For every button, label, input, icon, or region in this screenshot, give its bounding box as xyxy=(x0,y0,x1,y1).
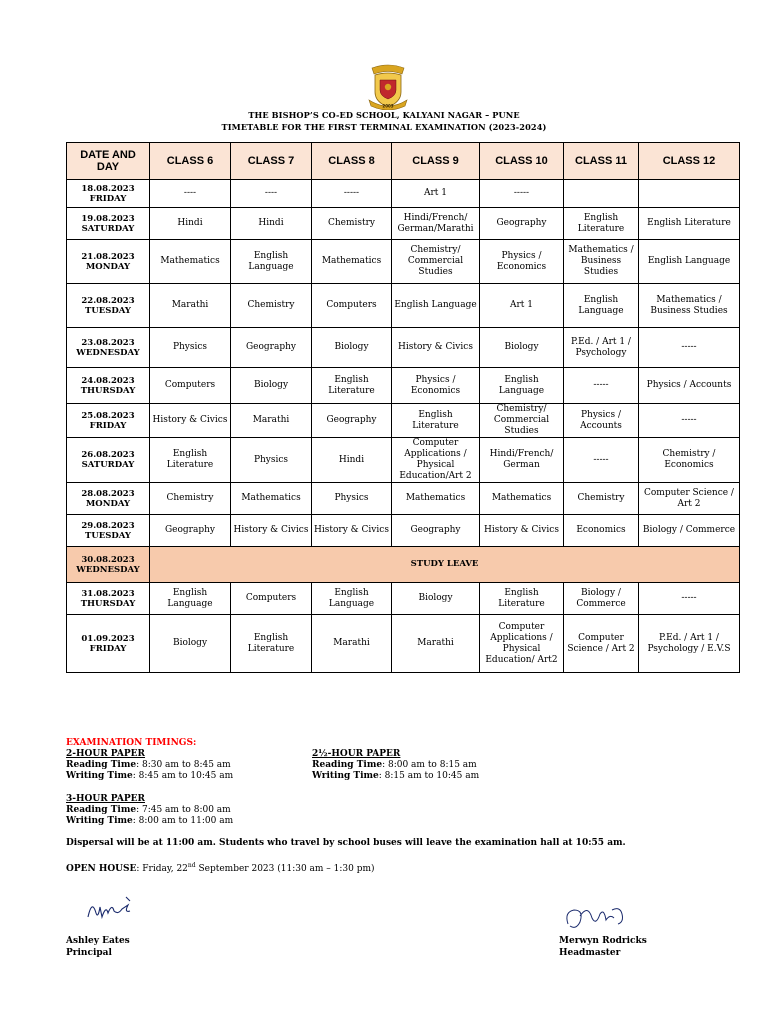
subject-cell: Hindi xyxy=(231,208,312,240)
subject-cell: English Language xyxy=(392,284,480,328)
exam-date: 01.09.2023 xyxy=(81,633,135,644)
subject-cell: Hindi/French/ German xyxy=(480,438,564,483)
principal-name: Ashley Eates xyxy=(66,936,130,946)
date-cell xyxy=(67,515,150,547)
column-header-class: CLASS 6 xyxy=(150,143,231,180)
column-header-class: CLASS 7 xyxy=(231,143,312,180)
timings-heading: EXAMINATION TIMINGS: xyxy=(66,738,197,748)
subject-cell: Mathematics / Business Studies xyxy=(639,284,740,328)
subject-cell: Hindi xyxy=(150,208,231,240)
subject-cell: Chemistry xyxy=(231,284,312,328)
date-cell xyxy=(67,404,150,438)
subject-cell: Mathematics xyxy=(392,483,480,515)
exam-day: THURSDAY xyxy=(80,385,136,396)
subject-cell: Geography xyxy=(312,404,392,438)
exam-date: 29.08.2023 xyxy=(81,520,135,531)
subject-cell: Art 1 xyxy=(392,180,480,208)
exam-day: FRIDAY xyxy=(89,643,127,654)
principal-role: Principal xyxy=(66,948,112,958)
subject-cell: Computers xyxy=(231,583,312,615)
exam-date: 24.08.2023 xyxy=(81,375,135,386)
subject-cell: Marathi xyxy=(392,615,480,673)
exam-day: MONDAY xyxy=(85,261,131,272)
subject-cell: ----- xyxy=(564,368,639,404)
subject-cell: Physics / Accounts xyxy=(564,404,639,438)
subject-cell: English Literature xyxy=(231,615,312,673)
logo-year: 2003 xyxy=(382,103,394,109)
header-row xyxy=(67,143,740,180)
table-row xyxy=(67,208,740,240)
school-crest-logo xyxy=(366,62,410,110)
exam-date: 21.08.2023 xyxy=(81,251,135,262)
exam-day: SATURDAY xyxy=(81,223,135,234)
subject-cell: History & Civics xyxy=(231,515,312,547)
table-row xyxy=(67,180,740,208)
two-half-hour-title: 2½-HOUR PAPER xyxy=(312,749,401,759)
date-cell xyxy=(67,583,150,615)
subject-cell: Chemistry/ Commercial Studies xyxy=(480,404,564,438)
table-row xyxy=(67,483,740,515)
subject-cell: Mathematics xyxy=(480,483,564,515)
subject-cell: English Literature xyxy=(639,208,740,240)
subject-cell: ----- xyxy=(480,180,564,208)
subject-cell: Chemistry xyxy=(150,483,231,515)
date-cell xyxy=(67,483,150,515)
subject-cell xyxy=(564,180,639,208)
exam-day: MONDAY xyxy=(85,498,131,509)
subject-cell: English Literature xyxy=(392,404,480,438)
subject-cell: Geography xyxy=(392,515,480,547)
table-row xyxy=(67,515,740,547)
subject-cell: History & Civics xyxy=(392,328,480,368)
subject-cell: English Language xyxy=(564,284,639,328)
subject-cell: Hindi xyxy=(312,438,392,483)
exam-day: TUESDAY xyxy=(85,530,131,541)
subject-cell: Biology / Commerce xyxy=(564,583,639,615)
date-cell xyxy=(67,284,150,328)
subject-cell: Computer Applications / Physical Education/Art 2 xyxy=(392,438,480,483)
subject-cell: History & Civics xyxy=(480,515,564,547)
column-header-class: CLASS 9 xyxy=(392,143,480,180)
subject-cell: Computers xyxy=(312,284,392,328)
column-header-class: CLASS 12 xyxy=(639,143,740,180)
subject-cell: Biology xyxy=(150,615,231,673)
two-half-hour-reading: Reading Time: 8:00 am to 8:15 am xyxy=(312,760,477,770)
column-header-class: CLASS 8 xyxy=(312,143,392,180)
subject-cell: Physics xyxy=(231,438,312,483)
date-cell xyxy=(67,615,150,673)
exam-date: 19.08.2023 xyxy=(81,213,135,224)
principal-signature xyxy=(84,893,144,923)
column-header-date: DATE AND DAY xyxy=(67,143,150,180)
subject-cell: Computer Applications / Physical Education/ Art2 xyxy=(480,615,564,673)
date-cell xyxy=(67,240,150,284)
subject-cell: ---- xyxy=(150,180,231,208)
table-row xyxy=(67,615,740,673)
table-row xyxy=(67,547,740,583)
subject-cell: English Literature xyxy=(564,208,639,240)
subject-cell: English Language xyxy=(150,583,231,615)
subject-cell: Computer Science / Art 2 xyxy=(564,615,639,673)
subject-cell: Geography xyxy=(150,515,231,547)
headmaster-signature xyxy=(562,900,632,934)
column-header-class: CLASS 11 xyxy=(564,143,639,180)
exam-date: 23.08.2023 xyxy=(81,337,135,348)
exam-day: THURSDAY xyxy=(80,598,136,609)
two-hour-writing: Writing Time: 8:45 am to 10:45 am xyxy=(66,771,234,781)
two-hour-title: 2-HOUR PAPER xyxy=(66,749,146,759)
subject-cell: Chemistry/ Commercial Studies xyxy=(392,240,480,284)
table-row xyxy=(67,368,740,404)
subject-cell: English Literature xyxy=(150,438,231,483)
subject-cell: ----- xyxy=(639,404,740,438)
table-row xyxy=(67,284,740,328)
subject-cell: Biology xyxy=(392,583,480,615)
subject-cell: Art 1 xyxy=(480,284,564,328)
table-row xyxy=(67,438,740,483)
school-name: THE BISHOP’S CO-ED SCHOOL, KALYANI NAGAR – PUNE xyxy=(248,110,520,120)
three-hour-title: 3-HOUR PAPER xyxy=(66,794,146,804)
subject-cell: Biology / Commerce xyxy=(639,515,740,547)
subject-cell: English Literature xyxy=(480,583,564,615)
date-cell xyxy=(67,547,150,583)
subject-cell: P.Ed. / Art 1 / Psychology xyxy=(564,328,639,368)
dispersal-note: Dispersal will be at 11:00 am. Students who travel by school buses will leave the examination hall at 10:55 am. xyxy=(66,838,626,848)
subject-cell: Economics xyxy=(564,515,639,547)
exam-date: 31.08.2023 xyxy=(81,588,135,599)
subject-cell: Chemistry xyxy=(564,483,639,515)
exam-date: 30.08.2023 xyxy=(81,554,135,565)
exam-day: FRIDAY xyxy=(89,193,127,204)
exam-day: SATURDAY xyxy=(81,460,135,470)
exam-day: WEDNESDAY xyxy=(76,564,140,575)
exam-day: TUESDAY xyxy=(85,305,131,316)
subject-cell: English Literature xyxy=(312,368,392,404)
subject-cell: ----- xyxy=(639,328,740,368)
subject-cell: Chemistry / Economics xyxy=(639,438,740,483)
subject-cell: Marathi xyxy=(231,404,312,438)
exam-date: 22.08.2023 xyxy=(81,295,135,306)
subject-cell: History & Civics xyxy=(312,515,392,547)
subject-cell: Geography xyxy=(231,328,312,368)
exam-day: FRIDAY xyxy=(89,420,127,431)
subject-cell: ----- xyxy=(312,180,392,208)
subject-cell: Mathematics xyxy=(312,240,392,284)
subject-cell: Marathi xyxy=(150,284,231,328)
date-cell xyxy=(67,180,150,208)
subject-cell: Marathi xyxy=(312,615,392,673)
subject-cell xyxy=(639,180,740,208)
subject-cell: Physics / Economics xyxy=(480,240,564,284)
subject-cell: Computer Science / Art 2 xyxy=(639,483,740,515)
subject-cell: Physics / Economics xyxy=(392,368,480,404)
subject-cell: Biology xyxy=(312,328,392,368)
table-row xyxy=(67,404,740,438)
subject-cell: Mathematics / Business Studies xyxy=(564,240,639,284)
two-half-hour-writing: Writing Time: 8:15 am to 10:45 am xyxy=(312,771,480,781)
subject-cell: Mathematics xyxy=(231,483,312,515)
table-row xyxy=(67,328,740,368)
timetable-title: TIMETABLE FOR THE FIRST TERMINAL EXAMINATION (2023-2024) xyxy=(221,122,547,132)
three-hour-reading: Reading Time: 7:45 am to 8:00 am xyxy=(66,805,231,815)
exam-date: 26.08.2023 xyxy=(81,450,135,460)
date-cell xyxy=(67,438,150,483)
date-cell xyxy=(67,368,150,404)
two-hour-reading: Reading Time: 8:30 am to 8:45 am xyxy=(66,760,231,770)
exam-date: 28.08.2023 xyxy=(81,488,135,499)
subject-cell: English Language xyxy=(312,583,392,615)
exam-date: 25.08.2023 xyxy=(81,410,135,421)
table-row xyxy=(67,583,740,615)
subject-cell: English Language xyxy=(231,240,312,284)
date-cell xyxy=(67,208,150,240)
subject-cell: ----- xyxy=(564,438,639,483)
table-row xyxy=(67,240,740,284)
subject-cell: Computers xyxy=(150,368,231,404)
subject-cell: English Language xyxy=(639,240,740,284)
subject-cell: Physics / Accounts xyxy=(639,368,740,404)
exam-timetable xyxy=(66,142,740,673)
subject-cell: Physics xyxy=(150,328,231,368)
subject-cell: Geography xyxy=(480,208,564,240)
subject-cell: P.Ed. / Art 1 / Psychology / E.V.S xyxy=(639,615,740,673)
subject-cell: Biology xyxy=(231,368,312,404)
subject-cell: ----- xyxy=(639,583,740,615)
date-cell xyxy=(67,328,150,368)
open-house-note: OPEN HOUSE: Friday, 22nd September 2023 (11:30 am – 1:30 pm) xyxy=(66,862,375,874)
exam-day: WEDNESDAY xyxy=(76,347,140,358)
three-hour-writing: Writing Time: 8:00 am to 11:00 am xyxy=(66,816,234,826)
subject-cell: Mathematics xyxy=(150,240,231,284)
subject-cell: Physics xyxy=(312,483,392,515)
headmaster-name: Merwyn Rodricks xyxy=(559,936,647,946)
study-leave-cell: STUDY LEAVE xyxy=(150,547,740,583)
subject-cell: ---- xyxy=(231,180,312,208)
column-header-class: CLASS 10 xyxy=(480,143,564,180)
subject-cell: English Language xyxy=(480,368,564,404)
subject-cell: History & Civics xyxy=(150,404,231,438)
subject-cell: Hindi/French/ German/Marathi xyxy=(392,208,480,240)
exam-date: 18.08.2023 xyxy=(81,183,135,194)
subject-cell: Biology xyxy=(480,328,564,368)
headmaster-role: Headmaster xyxy=(559,948,621,958)
subject-cell: Chemistry xyxy=(312,208,392,240)
